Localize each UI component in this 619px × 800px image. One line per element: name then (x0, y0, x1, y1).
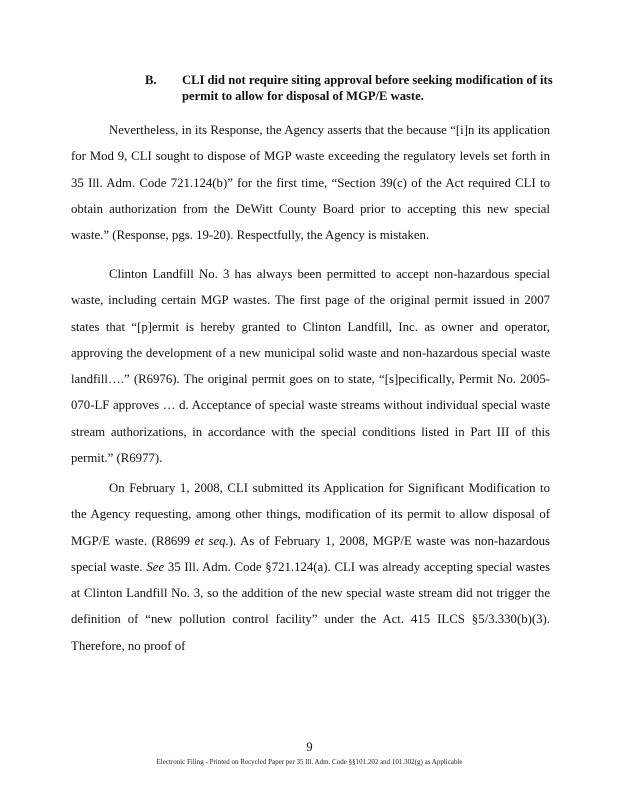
footer-note: Electronic Filing - Printed on Recycled Paper per 35 Ill. Adm. Code §§101.202 and 101.302(g) as Applicable (156, 758, 463, 766)
paragraph-landfill-permit: Clinton Landfill No. 3 has always been permitted to accept non-hazardous special waste, including certain MGP wastes. The first page of the original permit issued in 2007 states that “[p]ermit is hereby granted to Clinton Landfill, Inc. as owner and operator, approving the development of a new municipal solid waste and non-hazardous special waste landfill….” (R6976). The original permit goes on to state, “[s]pecifically, Permit No. 2005-070-LF approves … d. Acceptance of special waste streams without individual special waste stream authorizations, in accordance with the special conditions listed in Part III of this permit.” (R6977). (71, 267, 550, 466)
section-heading-text: CLI did not require siting approval before seeking modification of its permit to allow for disposal of MGP/E waste. (182, 73, 553, 103)
p3-see: See (146, 559, 165, 574)
section-heading-letter: B. (145, 73, 157, 87)
p3-text-part1: On February 1, 2008, CLI submitted its Application for Significant Modification to the Agency requesting, among other things, modification of its permit to allow disposal of MGP/E waste. (R8699 (71, 481, 550, 548)
p3-text-part2: ). As of February 1, 2008, MGP/E waste was non-hazardous special waste. (71, 533, 550, 574)
paragraph-significant-modification (71, 475, 550, 659)
p3-text-part3: 35 Ill. Adm. Code §721.124(a). CLI was already accepting special wastes at Clinton Landfill No. 3, so the addition of the new special waste stream did not trigger the definition of “new pollution control facility” under the Act. 415 ILCS §5/3.330(b)(3). Therefore, no proof of (71, 559, 551, 653)
p3-et-seq: et seq. (194, 533, 229, 548)
page-number: 9 (306, 740, 313, 754)
paragraph-agency-response: Nevertheless, in its Response, the Agency asserts that the because “[i]n its application for Mod 9, CLI sought to dispose of MGP waste exceeding the regulatory levels set forth in 35 Ill. Adm. Code 721.124(b)” for the first time, “Section 39(c) of the Act required CLI to obtain authorization from the DeWitt County Board prior to accepting this new special waste.” (Response, pgs. 19-20). Respectfully, the Agency is mistaken. (71, 123, 550, 243)
